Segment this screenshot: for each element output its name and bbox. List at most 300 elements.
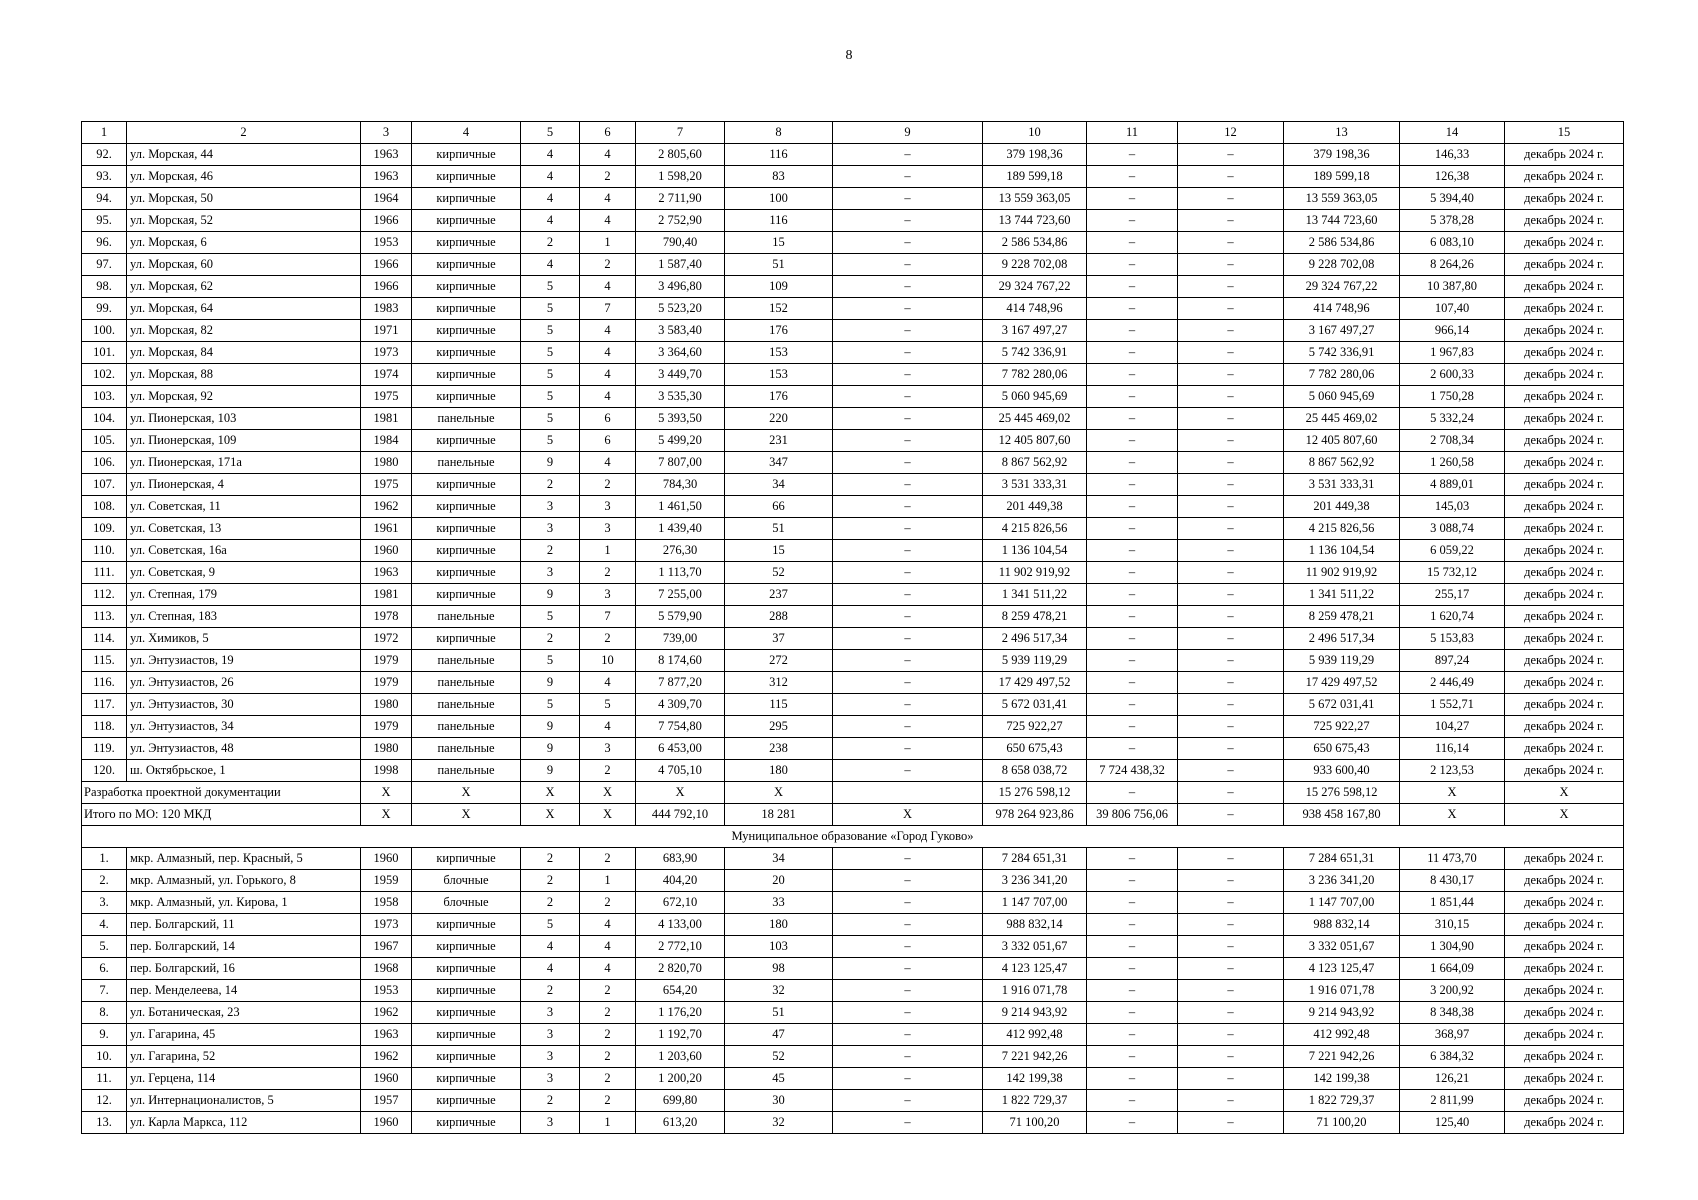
table-cell: 3 236 341,20 xyxy=(983,870,1087,892)
table-cell: 4 xyxy=(580,386,636,408)
table-cell: – xyxy=(833,738,983,760)
table-cell: панельные xyxy=(412,738,521,760)
table-cell: 3 531 333,31 xyxy=(983,474,1087,496)
table-cell: 412 992,48 xyxy=(1284,1024,1400,1046)
table-row xyxy=(82,958,1624,980)
table-cell: кирпичные xyxy=(412,320,521,342)
table-cell: X xyxy=(1400,782,1505,804)
table-row xyxy=(82,936,1624,958)
table-cell: – xyxy=(1087,408,1178,430)
table-cell: ул. Интернационалистов, 5 xyxy=(127,1090,361,1112)
table-cell: 4 xyxy=(521,144,580,166)
table-cell: X xyxy=(725,782,833,804)
table-cell: 32 xyxy=(725,1112,833,1134)
table-cell: 2 xyxy=(580,628,636,650)
table-cell: 2 xyxy=(580,1046,636,1068)
table-cell: 117. xyxy=(82,694,127,716)
table-cell: X xyxy=(833,804,983,826)
table-cell: ул. Морская, 6 xyxy=(127,232,361,254)
table-cell: 9 214 943,92 xyxy=(983,1002,1087,1024)
table-cell: 6 453,00 xyxy=(636,738,725,760)
table-cell: декабрь 2024 г. xyxy=(1505,452,1624,474)
table-cell: 14 xyxy=(1400,122,1505,144)
table-cell: 1953 xyxy=(361,980,412,1002)
table-cell: пер. Болгарский, 16 xyxy=(127,958,361,980)
table-cell: 412 992,48 xyxy=(983,1024,1087,1046)
table-cell: 4 215 826,56 xyxy=(983,518,1087,540)
table-cell: 4 xyxy=(580,914,636,936)
table-cell: 5 xyxy=(521,694,580,716)
table-cell: 1962 xyxy=(361,1002,412,1024)
table-cell: 4 xyxy=(580,452,636,474)
table-cell: – xyxy=(1178,804,1284,826)
table-row xyxy=(82,716,1624,738)
table-cell: 15 xyxy=(725,540,833,562)
table-cell: – xyxy=(833,606,983,628)
table-cell: 4 123 125,47 xyxy=(983,958,1087,980)
table-cell: – xyxy=(1087,540,1178,562)
table-cell: 8 xyxy=(725,122,833,144)
table-cell: – xyxy=(1178,1112,1284,1134)
table-cell: 699,80 xyxy=(636,1090,725,1112)
table-cell: – xyxy=(1178,562,1284,584)
table-cell: 444 792,10 xyxy=(636,804,725,826)
table-cell: ул. Энтузиастов, 19 xyxy=(127,650,361,672)
table-cell: 1981 xyxy=(361,408,412,430)
table-cell: 3 200,92 xyxy=(1400,980,1505,1002)
table-cell: – xyxy=(1178,386,1284,408)
table-cell: кирпичные xyxy=(412,386,521,408)
table-cell: 5 xyxy=(521,606,580,628)
table-cell: 2 600,33 xyxy=(1400,364,1505,386)
table-cell: 5 xyxy=(521,408,580,430)
table-row xyxy=(82,606,1624,628)
table-cell: 2 820,70 xyxy=(636,958,725,980)
table-cell: 1975 xyxy=(361,386,412,408)
table-cell: 111. xyxy=(82,562,127,584)
table-cell: кирпичные xyxy=(412,166,521,188)
table-cell: декабрь 2024 г. xyxy=(1505,936,1624,958)
table-cell: 2 xyxy=(521,870,580,892)
table-cell: декабрь 2024 г. xyxy=(1505,474,1624,496)
table-cell: – xyxy=(1178,782,1284,804)
table-cell: – xyxy=(833,518,983,540)
table-cell: X xyxy=(636,782,725,804)
table-cell: кирпичные xyxy=(412,980,521,1002)
table-cell: – xyxy=(1087,232,1178,254)
table-cell: 3. xyxy=(82,892,127,914)
table-cell: 5 xyxy=(521,122,580,144)
table-cell: 1 xyxy=(580,870,636,892)
table-cell: 2 xyxy=(521,540,580,562)
table-cell: 5 xyxy=(521,298,580,320)
table-cell: 108. xyxy=(82,496,127,518)
table-cell: 9 xyxy=(521,584,580,606)
table-cell: – xyxy=(1087,936,1178,958)
total-row xyxy=(82,804,1624,826)
table-cell: ул. Морская, 88 xyxy=(127,364,361,386)
table-cell: – xyxy=(1178,650,1284,672)
table-cell: 13 559 363,05 xyxy=(983,188,1087,210)
table-cell: 2 xyxy=(521,232,580,254)
table-cell: – xyxy=(1087,738,1178,760)
table-cell: 310,15 xyxy=(1400,914,1505,936)
table-cell: – xyxy=(1087,386,1178,408)
table-cell: – xyxy=(1178,1024,1284,1046)
table-row xyxy=(82,760,1624,782)
table-cell: 1 xyxy=(580,1112,636,1134)
header-row xyxy=(82,122,1624,144)
table-cell: – xyxy=(1087,298,1178,320)
table-cell: Итого по МО: 120 МКД xyxy=(82,804,361,826)
section-title-row xyxy=(82,826,1624,848)
table-cell: 3 496,80 xyxy=(636,276,725,298)
table-cell: – xyxy=(1178,430,1284,452)
table-cell: 1963 xyxy=(361,166,412,188)
table-cell: 4 309,70 xyxy=(636,694,725,716)
table-cell: 7 284 651,31 xyxy=(983,848,1087,870)
table-cell: 107. xyxy=(82,474,127,496)
table-cell: 66 xyxy=(725,496,833,518)
table-cell: кирпичные xyxy=(412,1002,521,1024)
table-cell: 9 xyxy=(521,760,580,782)
table-cell: 176 xyxy=(725,386,833,408)
table-cell: – xyxy=(1087,914,1178,936)
table-cell: 25 445 469,02 xyxy=(1284,408,1400,430)
table-row xyxy=(82,584,1624,606)
table-cell: – xyxy=(1178,210,1284,232)
table-cell: кирпичные xyxy=(412,144,521,166)
table-cell: 106. xyxy=(82,452,127,474)
table-cell: декабрь 2024 г. xyxy=(1505,430,1624,452)
table-cell: декабрь 2024 г. xyxy=(1505,1002,1624,1024)
table-cell: – xyxy=(1178,518,1284,540)
table-cell: декабрь 2024 г. xyxy=(1505,166,1624,188)
table-cell: 33 xyxy=(725,892,833,914)
table-cell: – xyxy=(1178,870,1284,892)
table-row xyxy=(82,166,1624,188)
table-cell: 4 xyxy=(521,936,580,958)
table-cell: 7 xyxy=(580,606,636,628)
table-cell: 126,21 xyxy=(1400,1068,1505,1090)
table-cell: 4 xyxy=(580,144,636,166)
table-cell: 2. xyxy=(82,870,127,892)
table-cell: X xyxy=(521,782,580,804)
table-cell: ул. Советская, 9 xyxy=(127,562,361,584)
table-cell: 29 324 767,22 xyxy=(983,276,1087,298)
table-cell: 126,38 xyxy=(1400,166,1505,188)
table-cell: 97. xyxy=(82,254,127,276)
table-cell: 7 724 438,32 xyxy=(1087,760,1178,782)
table-cell: 118. xyxy=(82,716,127,738)
table-cell: 12. xyxy=(82,1090,127,1112)
table-cell: 5 060 945,69 xyxy=(983,386,1087,408)
table-cell: 312 xyxy=(725,672,833,694)
table-cell: 5 672 031,41 xyxy=(983,694,1087,716)
table-cell: 201 449,38 xyxy=(1284,496,1400,518)
table-cell: 2 xyxy=(580,848,636,870)
housing-table xyxy=(81,121,1624,1134)
table-cell: 1960 xyxy=(361,848,412,870)
table-cell: 7 877,20 xyxy=(636,672,725,694)
table-cell: – xyxy=(1087,694,1178,716)
table-cell: – xyxy=(833,1002,983,1024)
table-cell: 1 461,50 xyxy=(636,496,725,518)
table-cell: Разработка проектной документации xyxy=(82,782,361,804)
table-cell: 7 xyxy=(580,298,636,320)
table-cell: 2 711,90 xyxy=(636,188,725,210)
table-cell: ул. Советская, 13 xyxy=(127,518,361,540)
table-cell: декабрь 2024 г. xyxy=(1505,276,1624,298)
table-cell: 379 198,36 xyxy=(983,144,1087,166)
table-cell: 3 xyxy=(580,738,636,760)
table-cell: панельные xyxy=(412,716,521,738)
table-cell: 4 xyxy=(521,210,580,232)
table-cell: – xyxy=(1178,980,1284,1002)
table-cell: 5 xyxy=(521,276,580,298)
table-cell: ул. Морская, 82 xyxy=(127,320,361,342)
table-cell: – xyxy=(1178,474,1284,496)
table-cell: 18 281 xyxy=(725,804,833,826)
table-cell: 4 xyxy=(580,210,636,232)
table-cell: – xyxy=(1178,936,1284,958)
table-cell: кирпичные xyxy=(412,210,521,232)
table-cell: 29 324 767,22 xyxy=(1284,276,1400,298)
table-cell: – xyxy=(1087,1046,1178,1068)
table-cell: – xyxy=(1178,914,1284,936)
table-cell: 2 xyxy=(580,1024,636,1046)
table-cell: 103 xyxy=(725,936,833,958)
table-cell: 1 916 071,78 xyxy=(1284,980,1400,1002)
table-cell: X xyxy=(580,782,636,804)
table-cell: – xyxy=(833,914,983,936)
table-cell: 11 473,70 xyxy=(1400,848,1505,870)
table-cell: Муниципальное образование «Город Гуково» xyxy=(82,826,1624,848)
table-cell: 5 xyxy=(521,914,580,936)
table-cell: – xyxy=(1087,276,1178,298)
table-cell: 1980 xyxy=(361,738,412,760)
table-cell: 1978 xyxy=(361,606,412,628)
table-cell: кирпичные xyxy=(412,496,521,518)
table-cell: 5 579,90 xyxy=(636,606,725,628)
table-cell: X xyxy=(1400,804,1505,826)
table-cell: мкр. Алмазный, ул. Горького, 8 xyxy=(127,870,361,892)
table-cell: 1 750,28 xyxy=(1400,386,1505,408)
table-row xyxy=(82,848,1624,870)
table-cell: 9 228 702,08 xyxy=(1284,254,1400,276)
table-cell: 5 378,28 xyxy=(1400,210,1505,232)
table-cell: 3 xyxy=(521,518,580,540)
table-cell: 2 xyxy=(521,980,580,1002)
table-cell: 3 xyxy=(580,518,636,540)
table-cell: – xyxy=(1087,144,1178,166)
table-cell: 1 916 071,78 xyxy=(983,980,1087,1002)
table-cell: декабрь 2024 г. xyxy=(1505,584,1624,606)
table-cell: 1 341 511,22 xyxy=(1284,584,1400,606)
table-cell: ул. Гагарина, 45 xyxy=(127,1024,361,1046)
table-row xyxy=(82,210,1624,232)
table-cell: 3 364,60 xyxy=(636,342,725,364)
table-cell: кирпичные xyxy=(412,562,521,584)
table-cell: 255,17 xyxy=(1400,584,1505,606)
table-cell: – xyxy=(1178,408,1284,430)
table-cell: 13 xyxy=(1284,122,1400,144)
table-cell: 5 332,24 xyxy=(1400,408,1505,430)
table-cell: 672,10 xyxy=(636,892,725,914)
table-cell: 1 147 707,00 xyxy=(983,892,1087,914)
table-cell: 4 889,01 xyxy=(1400,474,1505,496)
table-cell: 20 xyxy=(725,870,833,892)
table-cell: 9. xyxy=(82,1024,127,1046)
table-cell: мкр. Алмазный, пер. Красный, 5 xyxy=(127,848,361,870)
table-cell: – xyxy=(833,1068,983,1090)
table-cell: 3 xyxy=(521,1046,580,1068)
table-cell: ул. Пионерская, 109 xyxy=(127,430,361,452)
table-cell: – xyxy=(833,232,983,254)
table-cell: 1 136 104,54 xyxy=(983,540,1087,562)
table-cell: 4 xyxy=(580,276,636,298)
table-row xyxy=(82,914,1624,936)
table-cell: – xyxy=(1178,166,1284,188)
table-cell: 9 xyxy=(521,716,580,738)
table-cell: 1 620,74 xyxy=(1400,606,1505,628)
table-cell: 7 221 942,26 xyxy=(1284,1046,1400,1068)
table-cell: 276,30 xyxy=(636,540,725,562)
table-row xyxy=(82,540,1624,562)
table-cell: 5 xyxy=(521,342,580,364)
table-cell: 1. xyxy=(82,848,127,870)
table-cell: – xyxy=(1087,188,1178,210)
design-row xyxy=(82,782,1624,804)
table-cell: 5 523,20 xyxy=(636,298,725,320)
table-cell: блочные xyxy=(412,870,521,892)
table-cell: X xyxy=(521,804,580,826)
table-cell: 5 xyxy=(580,694,636,716)
table-cell: мкр. Алмазный, ул. Кирова, 1 xyxy=(127,892,361,914)
table-cell: – xyxy=(1178,540,1284,562)
table-cell: 683,90 xyxy=(636,848,725,870)
table-cell: 11 902 919,92 xyxy=(983,562,1087,584)
table-cell: – xyxy=(833,562,983,584)
table-cell: 1984 xyxy=(361,430,412,452)
table-cell xyxy=(833,782,983,804)
table-cell: 51 xyxy=(725,254,833,276)
table-cell: 3 535,30 xyxy=(636,386,725,408)
table-cell: 8. xyxy=(82,1002,127,1024)
table-cell: 13 744 723,60 xyxy=(1284,210,1400,232)
table-cell: 1 664,09 xyxy=(1400,958,1505,980)
table-cell: 17 429 497,52 xyxy=(983,672,1087,694)
table-cell: 1964 xyxy=(361,188,412,210)
table-cell: – xyxy=(1087,452,1178,474)
table-cell: – xyxy=(833,430,983,452)
table-cell: 725 922,27 xyxy=(1284,716,1400,738)
table-cell: 1 200,20 xyxy=(636,1068,725,1090)
table-cell: 1981 xyxy=(361,584,412,606)
table-cell: – xyxy=(833,276,983,298)
table-cell: ул. Карла Маркса, 112 xyxy=(127,1112,361,1134)
table-cell: – xyxy=(1087,1090,1178,1112)
table-cell: – xyxy=(1087,320,1178,342)
table-cell: кирпичные xyxy=(412,276,521,298)
table-cell: 120. xyxy=(82,760,127,782)
table-cell: 5 393,50 xyxy=(636,408,725,430)
table-row xyxy=(82,1046,1624,1068)
table-cell: ул. Энтузиастов, 26 xyxy=(127,672,361,694)
table-cell: 1962 xyxy=(361,496,412,518)
table-cell: – xyxy=(833,936,983,958)
table-row xyxy=(82,1090,1624,1112)
table-cell: 1 304,90 xyxy=(1400,936,1505,958)
table-cell: 1963 xyxy=(361,1024,412,1046)
table-cell: 2 586 534,86 xyxy=(983,232,1087,254)
table-cell: – xyxy=(1178,694,1284,716)
table-cell: – xyxy=(833,1112,983,1134)
table-cell: – xyxy=(1087,848,1178,870)
page-number: 8 xyxy=(845,48,853,63)
table-cell: – xyxy=(833,1046,983,1068)
table-cell: панельные xyxy=(412,452,521,474)
table-cell: декабрь 2024 г. xyxy=(1505,320,1624,342)
table-cell: 966,14 xyxy=(1400,320,1505,342)
table-cell: декабрь 2024 г. xyxy=(1505,672,1624,694)
table-cell: 1 822 729,37 xyxy=(983,1090,1087,1112)
table-cell: 9 xyxy=(521,738,580,760)
table-cell: панельные xyxy=(412,408,521,430)
table-cell: 4 xyxy=(580,672,636,694)
table-cell: X xyxy=(412,804,521,826)
table-cell: кирпичные xyxy=(412,518,521,540)
table-cell: декабрь 2024 г. xyxy=(1505,1068,1624,1090)
table-cell: ул. Ботаническая, 23 xyxy=(127,1002,361,1024)
table-cell: декабрь 2024 г. xyxy=(1505,980,1624,1002)
table-cell: панельные xyxy=(412,760,521,782)
table-cell: декабрь 2024 г. xyxy=(1505,540,1624,562)
table-cell: 145,03 xyxy=(1400,496,1505,518)
table-cell: 5 xyxy=(521,320,580,342)
table-cell: кирпичные xyxy=(412,342,521,364)
table-cell: 13. xyxy=(82,1112,127,1134)
table-cell: 15 732,12 xyxy=(1400,562,1505,584)
table-cell: 98 xyxy=(725,958,833,980)
table-cell: – xyxy=(833,716,983,738)
table-cell: 1973 xyxy=(361,342,412,364)
table-cell: – xyxy=(833,650,983,672)
table-cell: 2 xyxy=(580,1002,636,1024)
table-row xyxy=(82,474,1624,496)
table-cell: – xyxy=(833,496,983,518)
table-cell: 4 xyxy=(521,958,580,980)
table-cell: – xyxy=(833,1090,983,1112)
table-cell: ул. Морская, 92 xyxy=(127,386,361,408)
table-cell: 8 348,38 xyxy=(1400,1002,1505,1024)
table-cell: 34 xyxy=(725,474,833,496)
table-cell: – xyxy=(833,540,983,562)
table-cell: – xyxy=(1087,518,1178,540)
table-cell: – xyxy=(1087,1112,1178,1134)
table-cell: 112. xyxy=(82,584,127,606)
table-row xyxy=(82,1024,1624,1046)
table-cell: 113. xyxy=(82,606,127,628)
table-cell: 978 264 923,86 xyxy=(983,804,1087,826)
table-row xyxy=(82,496,1624,518)
table-cell: 17 429 497,52 xyxy=(1284,672,1400,694)
table-cell: 4 133,00 xyxy=(636,914,725,936)
table-cell: 6 xyxy=(580,430,636,452)
table-cell: – xyxy=(1178,320,1284,342)
table-cell: 1966 xyxy=(361,276,412,298)
table-cell: 988 832,14 xyxy=(1284,914,1400,936)
